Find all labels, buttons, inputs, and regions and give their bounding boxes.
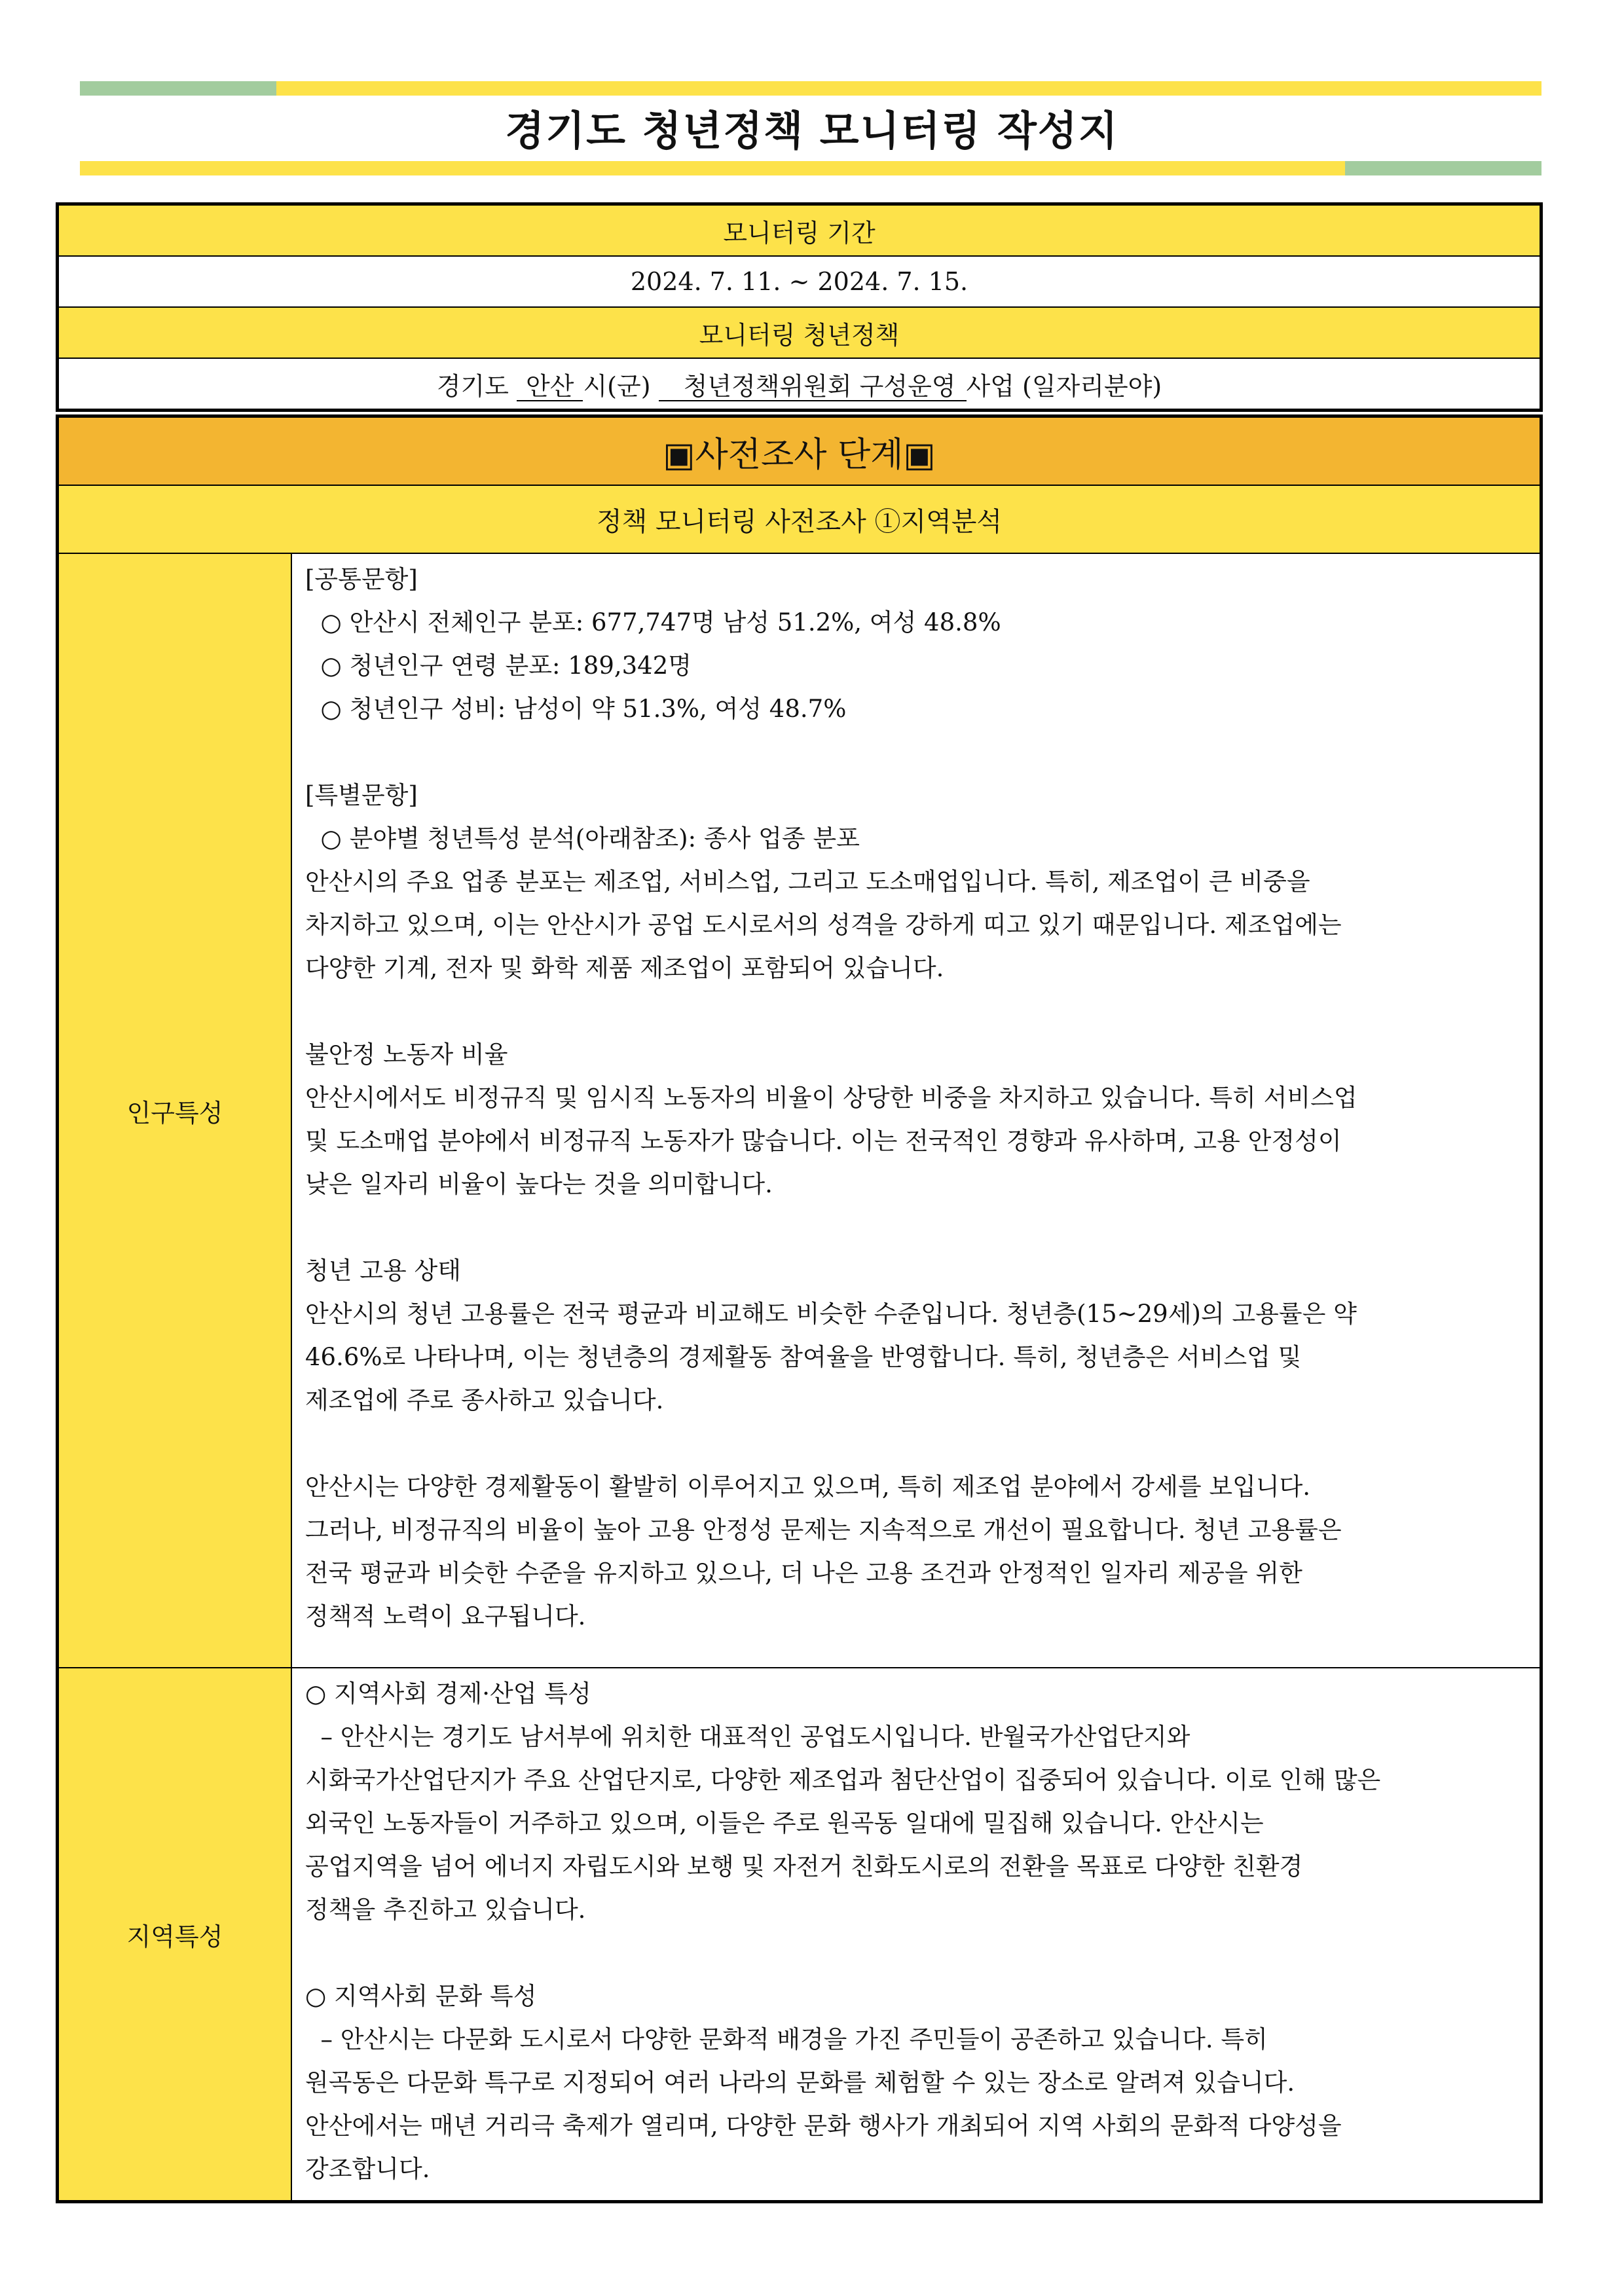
blank-line xyxy=(305,1422,1530,1465)
text-line: 안산시의 주요 업종 분포는 제조업, 서비스업, 그리고 도소매업입니다. 특히, 제조업이 큰 비중을 xyxy=(305,868,1310,896)
header-bar-green-bottom xyxy=(1345,161,1541,175)
period-value: 2024. 7. 11. ~ 2024. 7. 15. xyxy=(58,256,1540,307)
policy-label: 모니터링 청년정책 xyxy=(58,307,1540,358)
blank-line xyxy=(305,1206,1530,1249)
text-line: 및 도소매업 분야에서 비정규직 노동자가 많습니다. 이는 전국적인 경향과 유사하며, 고용 안정성이 xyxy=(305,1127,1342,1155)
text-line: 외국인 노동자들이 거주하고 있으며, 이들은 주로 원곡동 일대에 밀집해 있습니다. 안산시는 xyxy=(305,1809,1264,1837)
text-line: ○ 지역사회 문화 특성 xyxy=(305,1982,537,2010)
region-label: 지역특성 xyxy=(58,1668,291,2201)
text-line: 전국 평균과 비슷한 수준을 유지하고 있으나, 더 나은 고용 조건과 안정적인 일자리 제공을 위한 xyxy=(305,1559,1302,1587)
text-line: 시화국가산업단지가 주요 산업단지로, 다양한 제조업과 첨단산업이 집중되어 있습니다. 이로 인해 많은 xyxy=(305,1766,1381,1794)
policy-prefix: 경기도 xyxy=(436,371,509,401)
text-line: 안산에서는 매년 거리극 축제가 열리며, 다양한 문화 행사가 개최되어 지역 사회의 문화적 다양성을 xyxy=(305,2112,1342,2140)
blank-line xyxy=(305,990,1530,1033)
project-suffix: 사업 (일자리분야) xyxy=(966,371,1162,401)
stage-subtitle: 정책 모니터링 사전조사 ①지역분석 xyxy=(58,485,1540,553)
blank-line xyxy=(305,731,1530,774)
text-line: 다양한 기계, 전자 및 화학 제품 제조업이 포함되어 있습니다. xyxy=(305,954,944,982)
text-line: 강조합니다. xyxy=(305,2155,430,2183)
text-line: 원곡동은 다문화 특구로 지정되어 여러 나라의 문화를 체험할 수 있는 장소로 알려져 있습니다. xyxy=(305,2068,1295,2097)
text-line: 공업지역을 넘어 에너지 자립도시와 보행 및 자전거 친화도시로의 전환을 목표로 다양한 친환경 xyxy=(305,1852,1303,1881)
city-name: 안산 xyxy=(517,373,583,402)
text-line: 차지하고 있으며, 이는 안산시가 공업 도시로서의 성격을 강하게 띠고 있기 때문입니다. 제조업에는 xyxy=(305,911,1342,939)
policy-value xyxy=(58,358,1540,409)
header-bar-yellow-bottom xyxy=(80,161,1345,175)
text-line: 불안정 노동자 비율 xyxy=(305,1040,508,1069)
population-content xyxy=(291,553,1540,1668)
text-line: 안산시는 다양한 경제활동이 활발히 이루어지고 있으며, 특히 제조업 분야에서 강세를 보입니다. xyxy=(305,1473,1311,1501)
period-label: 모니터링 기간 xyxy=(58,205,1540,256)
text-line: 정책적 노력이 요구됩니다. xyxy=(305,1602,586,1630)
info-table xyxy=(58,204,1541,410)
text-line: – 안산시는 다문화 도시로서 다양한 문화적 배경을 가진 주민들이 공존하고 있습니다. 특히 xyxy=(305,2025,1268,2053)
text-line: – 안산시는 경기도 남서부에 위치한 대표적인 공업도시입니다. 반월국가산업단지와 xyxy=(305,1723,1190,1751)
text-line: ○ 지역사회 경제·산업 특성 xyxy=(305,1680,591,1708)
text-line: ○ 분야별 청년특성 분석(아래참조): 종사 업종 분포 xyxy=(305,824,860,853)
stage-title: ▣사전조사 단계▣ xyxy=(58,417,1540,485)
text-line: ○ 청년인구 성비: 남성이 약 51.3%, 여성 48.7% xyxy=(305,695,847,723)
text-line: 46.6%로 나타나며, 이는 청년층의 경제활동 참여율을 반영합니다. 특히, 청년층은 서비스업 및 xyxy=(305,1343,1302,1371)
text-line: 그러나, 비정규직의 비율이 높아 고용 안정성 문제는 지속적으로 개선이 필요합니다. 청년 고용률은 xyxy=(305,1516,1342,1544)
text-line: 낮은 일자리 비율이 높다는 것을 의미합니다. xyxy=(305,1170,773,1198)
text-line: [공통문항] xyxy=(305,565,418,593)
text-line: 안산시의 청년 고용률은 전국 평균과 비교해도 비슷한 수준입니다. 청년층(15~29세)의 고용률은 약 xyxy=(305,1300,1357,1328)
project-name: 청년정책위원회 구성운영 xyxy=(659,373,967,402)
text-line: 청년 고용 상태 xyxy=(305,1257,461,1285)
region-content xyxy=(291,1668,1540,2201)
header-bar-green-top xyxy=(80,81,276,96)
population-label: 인구특성 xyxy=(58,553,291,1668)
text-line: 정책을 추진하고 있습니다. xyxy=(305,1896,586,1924)
text-line: ○ 안산시 전체인구 분포: 677,747명 남성 51.2%, 여성 48.8% xyxy=(305,608,1001,636)
text-line: ○ 청년인구 연령 분포: 189,342명 xyxy=(305,652,692,680)
page-title: 경기도 청년정책 모니터링 작성지 xyxy=(505,107,1119,155)
text-line: [특별문항] xyxy=(305,781,418,809)
analysis-table xyxy=(58,416,1541,2201)
header-bar-yellow-top xyxy=(276,81,1541,96)
text-line: 제조업에 주로 종사하고 있습니다. xyxy=(305,1386,664,1414)
text-line: 안산시에서도 비정규직 및 임시직 노동자의 비율이 상당한 비중을 차지하고 있습니다. 특히 서비스업 xyxy=(305,1084,1357,1112)
city-suffix: 시(군) xyxy=(583,371,651,401)
blank-line xyxy=(305,1932,1530,1975)
